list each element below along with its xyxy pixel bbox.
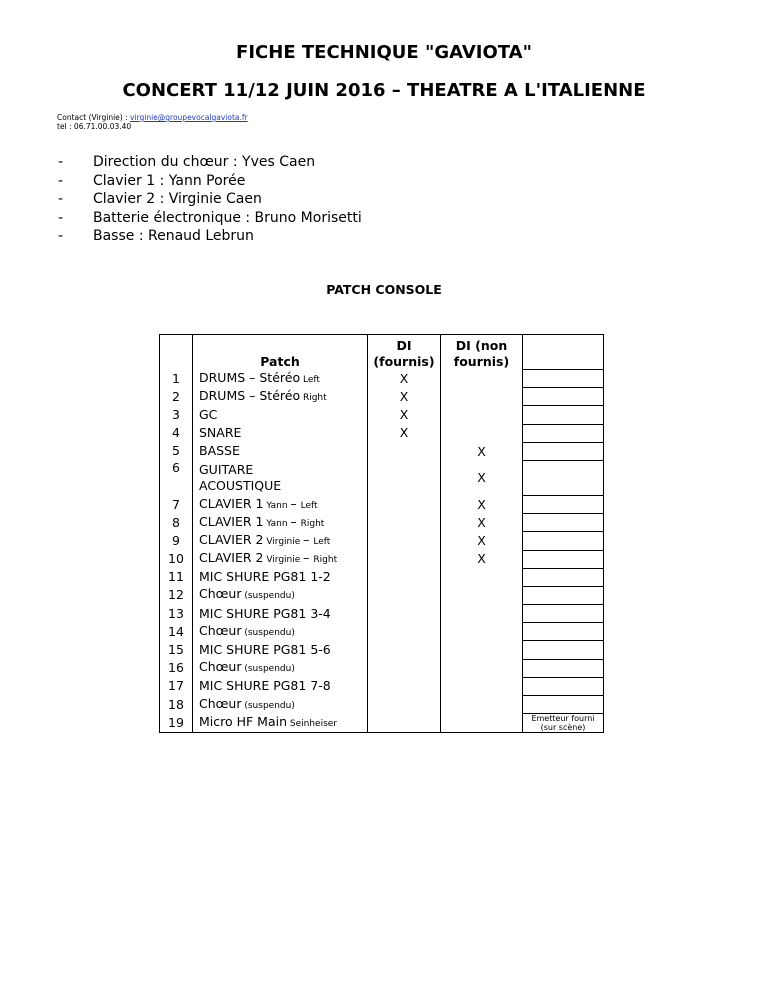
row-patch-name: CLAVIER 1 Yann – Left	[193, 495, 368, 513]
row-di-fournis	[368, 442, 441, 460]
row-di-fournis	[368, 696, 441, 714]
row-patch-name: Chœur (suspendu)	[193, 659, 368, 677]
row-extra	[523, 677, 604, 695]
row-number: 1	[160, 370, 193, 388]
row-extra	[523, 659, 604, 677]
row-di-non-fournis	[441, 714, 523, 733]
row-extra	[523, 370, 604, 388]
row-number: 5	[160, 442, 193, 460]
list-item: - Clavier 2 : Virginie Caen	[58, 191, 262, 207]
row-di-non-fournis	[441, 388, 523, 406]
row-patch-name: GC	[193, 406, 368, 424]
table-row	[160, 714, 604, 733]
row-di-non-fournis	[441, 623, 523, 641]
row-di-non-fournis	[441, 677, 523, 695]
row-patch-name: MIC SHURE PG81 1-2	[193, 568, 368, 586]
table-row	[160, 677, 604, 695]
table-row	[160, 696, 604, 714]
row-number: 7	[160, 495, 193, 513]
row-extra	[523, 623, 604, 641]
table-row	[160, 623, 604, 641]
row-di-fournis	[368, 514, 441, 532]
row-number: 8	[160, 514, 193, 532]
row-extra	[523, 586, 604, 604]
row-di-non-fournis: X	[441, 442, 523, 460]
row-number: 4	[160, 424, 193, 442]
row-number: 13	[160, 605, 193, 623]
contact-email-link[interactable]: virginie@groupevocalgaviota.fr	[130, 113, 248, 122]
table-row	[160, 460, 604, 495]
row-number: 11	[160, 568, 193, 586]
row-number: 9	[160, 532, 193, 550]
row-patch-name: Chœur (suspendu)	[193, 696, 368, 714]
row-extra	[523, 605, 604, 623]
row-extra	[523, 388, 604, 406]
row-patch-name: Chœur (suspendu)	[193, 623, 368, 641]
row-di-non-fournis	[441, 568, 523, 586]
row-di-non-fournis	[441, 605, 523, 623]
row-di-non-fournis: X	[441, 514, 523, 532]
row-extra	[523, 514, 604, 532]
row-patch-name: GUITARE ACOUSTIQUE	[193, 460, 368, 495]
row-extra	[523, 424, 604, 442]
table-row	[160, 568, 604, 586]
row-di-non-fournis	[441, 586, 523, 604]
contact-line	[57, 113, 248, 122]
table-row	[160, 442, 604, 460]
contact-phone: tel : 06.71.00.03.40	[57, 122, 132, 131]
row-extra	[523, 568, 604, 586]
list-item: - Batterie électronique : Bruno Morisetti	[58, 209, 362, 226]
header-di-non: DI (non fournis)	[441, 335, 523, 370]
list-item: - Basse : Renaud Lebrun	[58, 228, 254, 244]
list-item: - Clavier 1 : Yann Porée	[58, 172, 246, 189]
header-patch: Patch	[193, 335, 368, 370]
row-di-non-fournis: X	[441, 532, 523, 550]
row-number: 12	[160, 586, 193, 604]
row-di-non-fournis	[441, 641, 523, 659]
table-row	[160, 641, 604, 659]
table-row	[160, 388, 604, 406]
row-di-fournis: X	[368, 424, 441, 442]
table-row	[160, 605, 604, 623]
row-di-fournis: X	[368, 370, 441, 388]
table-row	[160, 586, 604, 604]
row-extra	[523, 696, 604, 714]
concert-title: CONCERT 11/12 JUIN 2016 – THEATRE A L'ITALIENNE	[122, 80, 646, 101]
row-di-fournis: X	[368, 406, 441, 424]
table-row	[160, 370, 604, 388]
table-row	[160, 659, 604, 677]
row-patch-name: SNARE	[193, 424, 368, 442]
row-di-fournis	[368, 623, 441, 641]
row-di-non-fournis: X	[441, 460, 523, 495]
row-extra	[523, 406, 604, 424]
row-patch-name: CLAVIER 2 Virginie – Right	[193, 550, 368, 568]
table-row	[160, 406, 604, 424]
row-extra	[523, 460, 604, 495]
row-extra	[523, 550, 604, 568]
row-patch-name: MIC SHURE PG81 3-4	[193, 605, 368, 623]
row-di-fournis	[368, 568, 441, 586]
row-patch-name: CLAVIER 2 Virginie – Left	[193, 532, 368, 550]
row-di-fournis	[368, 605, 441, 623]
row-patch-name: Chœur (suspendu)	[193, 586, 368, 604]
row-di-fournis	[368, 460, 441, 495]
row-di-non-fournis	[441, 659, 523, 677]
row-di-non-fournis	[441, 424, 523, 442]
row-di-non-fournis	[441, 696, 523, 714]
row-patch-name: CLAVIER 1 Yann – Right	[193, 514, 368, 532]
row-patch-name: BASSE	[193, 442, 368, 460]
row-di-fournis	[368, 550, 441, 568]
row-di-non-fournis	[441, 370, 523, 388]
table-row	[160, 550, 604, 568]
row-patch-name: DRUMS – Stéréo Left	[193, 370, 368, 388]
row-di-fournis	[368, 641, 441, 659]
members-list	[58, 153, 362, 246]
row-di-fournis	[368, 677, 441, 695]
row-patch-name: MIC SHURE PG81 5-6	[193, 641, 368, 659]
row-extra	[523, 532, 604, 550]
list-item: - Direction du chœur : Yves Caen	[58, 154, 316, 170]
row-extra	[523, 442, 604, 460]
row-di-non-fournis	[441, 406, 523, 424]
row-number: 15	[160, 641, 193, 659]
row-number: 18	[160, 696, 193, 714]
contact-label: Contact (Virginie) :	[57, 113, 131, 122]
row-patch-name: Micro HF Main Seinheiser	[193, 714, 368, 733]
row-extra: Emetteur fourni (sur scène)	[523, 714, 604, 733]
table-header-row	[160, 335, 604, 370]
header-di: DI (fournis)	[368, 335, 441, 370]
row-extra	[523, 495, 604, 513]
patch-table	[159, 334, 604, 733]
row-di-non-fournis: X	[441, 495, 523, 513]
row-di-fournis	[368, 659, 441, 677]
header-num	[160, 335, 193, 370]
table-row	[160, 514, 604, 532]
row-di-fournis: X	[368, 388, 441, 406]
row-patch-name: MIC SHURE PG81 7-8	[193, 677, 368, 695]
row-number: 2	[160, 388, 193, 406]
row-number: 14	[160, 623, 193, 641]
row-di-non-fournis: X	[441, 550, 523, 568]
row-number: 17	[160, 677, 193, 695]
row-number: 16	[160, 659, 193, 677]
header-extra	[523, 335, 604, 370]
row-number: 3	[160, 406, 193, 424]
document-title: FICHE TECHNIQUE "GAVIOTA"	[236, 42, 532, 63]
table-row	[160, 532, 604, 550]
row-number: 19	[160, 714, 193, 733]
row-number: 10	[160, 550, 193, 568]
row-patch-name: DRUMS – Stéréo Right	[193, 388, 368, 406]
table-row	[160, 495, 604, 513]
section-title: PATCH CONSOLE	[326, 282, 442, 297]
row-di-fournis	[368, 714, 441, 733]
row-di-fournis	[368, 532, 441, 550]
row-number: 6	[160, 460, 193, 495]
row-di-fournis	[368, 495, 441, 513]
row-extra	[523, 641, 604, 659]
table-row	[160, 424, 604, 442]
row-di-fournis	[368, 586, 441, 604]
